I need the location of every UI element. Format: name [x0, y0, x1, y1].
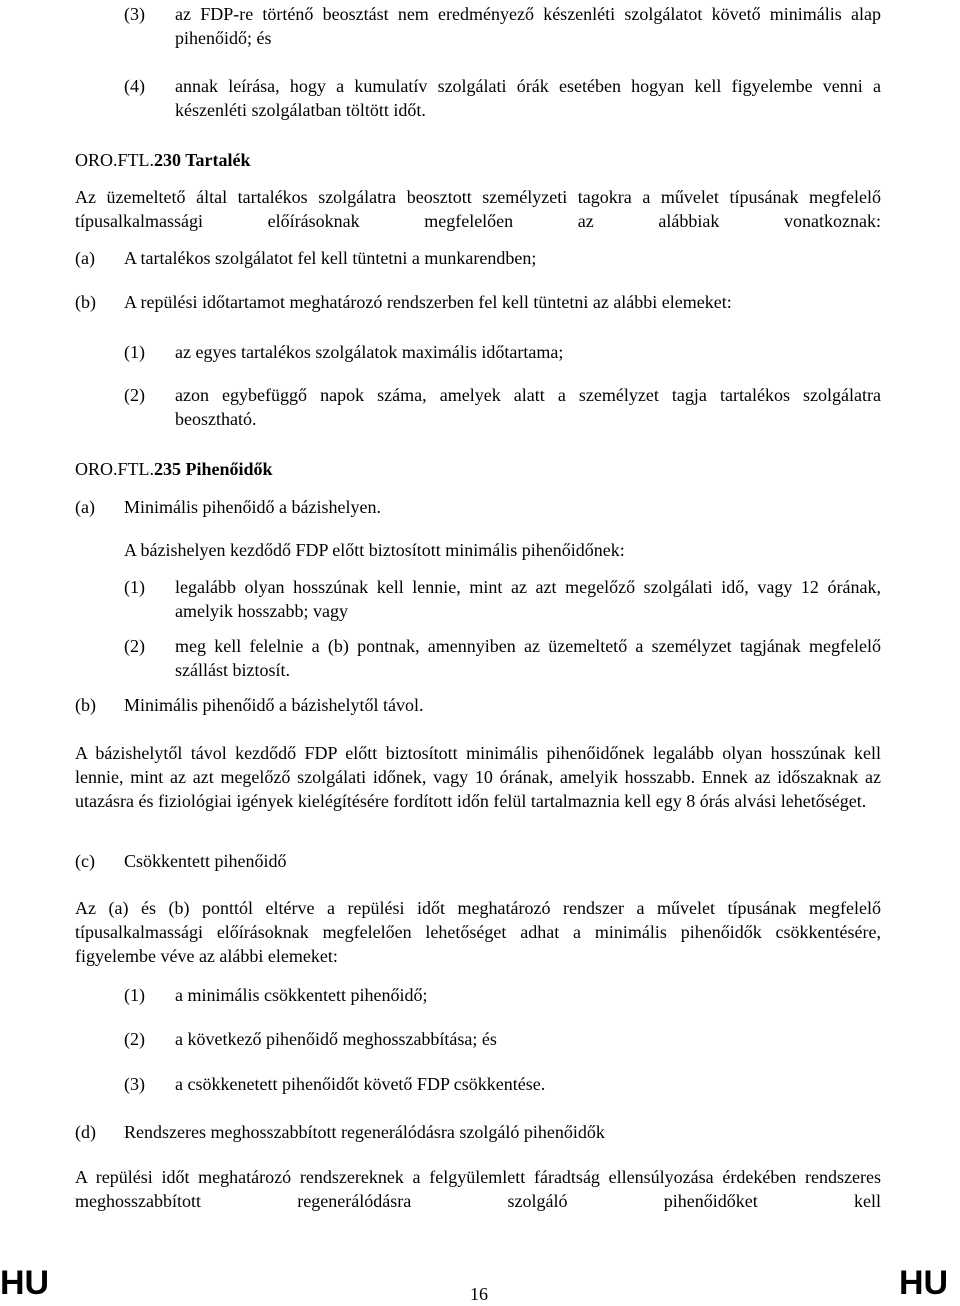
list-item-text: a csökkenetett pihenőidőt követő FDP csökkentése.: [175, 1074, 546, 1094]
list-marker: (b): [75, 292, 96, 312]
paragraph: Az (a) és (b) ponttól eltérve a repülési időt meghatározó rendszer a művelet típusának megfelelő típusalkalmassági előírásoknak megfelelően lehetőséget adhat a minimális pihenőidők csökkentésére, figyelembe véve az alábbi elemeket:: [75, 898, 881, 966]
footer-language-right: HU: [899, 1264, 949, 1302]
list-marker: (a): [75, 497, 95, 517]
list-item-text: A repülési időtartamot meghatározó rendszerben fel kell tüntetni az alábbi elemeket:: [124, 292, 732, 312]
list-item-text: Rendszeres meghosszabbított regenerálódásra szolgáló pihenőidők: [124, 1122, 605, 1142]
list-marker: (b): [75, 695, 96, 715]
list-marker: (2): [124, 636, 145, 656]
list-item-text: meg kell felelnie a (b) pontnak, amennyiben az üzemeltető a személyzet tagjának megfelelő szállást biztosít.: [175, 636, 881, 680]
list-item-text: Csökkentett pihenőidő: [124, 851, 287, 871]
list-marker: (1): [124, 577, 145, 597]
list-item-text: A tartalékos szolgálatot fel kell tüntetni a munkarendben;: [124, 248, 537, 268]
footer-language-left: HU: [0, 1264, 50, 1302]
paragraph: Az üzemeltető által tartalékos szolgálatra beosztott személyzeti tagokra a művelet típusának megfelelő típusalkalmassági előírásoknak megfelelően az alábbiak vonatkoznak:: [75, 187, 881, 231]
list-marker: (4): [124, 76, 145, 96]
list-marker: (c): [75, 851, 95, 871]
list-item-text: Minimális pihenőidő a bázishelyen.: [124, 497, 381, 517]
list-marker: (3): [124, 4, 145, 24]
list-item-text: Minimális pihenőidő a bázishelytől távol.: [124, 695, 424, 715]
list-item-text: az egyes tartalékos szolgálatok maximális időtartama;: [175, 342, 564, 362]
paragraph: A bázishelytől távol kezdődő FDP előtt biztosított minimális pihenőidőnek legalább olyan hosszúnak kell lennie, mint az azt megelőző szolgálati időnek, vagy 10 órának, amelyik hosszabb. Ennek az időszaknak az utazásra és fiziológiai igények kielégítésére fordított időn felül tartalmaznia kell egy 8 órás alvási lehetőséget.: [75, 743, 881, 811]
page-number: 16: [470, 1284, 488, 1304]
list-item-text: azon egybefüggő napok száma, amelyek alatt a személyzet tagja tartalékos szolgálatra beosztható.: [175, 385, 881, 429]
list-marker: (1): [124, 985, 145, 1005]
list-item-text: legalább olyan hosszúnak kell lennie, mint az azt megelőző szolgálati idő, vagy 12 órának, amelyik hosszabb; vagy: [175, 577, 881, 621]
section-heading-235: [75, 457, 273, 481]
list-item-text: az FDP-re történő beosztást nem eredményező készenléti szolgálatot követő minimális alap pihenőidő; és: [175, 4, 881, 48]
list-marker: (2): [124, 385, 145, 405]
section-code: ORO.FTL.: [75, 150, 155, 170]
paragraph: A repülési időt meghatározó rendszereknek a felgyülemlett fáradtság ellensúlyozása érdekében rendszeres meghosszabbított regenerálódásra szolgáló pihenőidőket kell: [75, 1167, 881, 1211]
list-item-text: a minimális csökkentett pihenőidő;: [175, 985, 428, 1005]
section-title: 230 Tartalék: [154, 150, 251, 170]
list-marker: (1): [124, 342, 145, 362]
list-item-text: annak leírása, hogy a kumulatív szolgálati órák esetében hogyan kell figyelembe venni a készenléti szolgálatban töltött időt.: [175, 76, 881, 120]
section-code: ORO.FTL.: [75, 459, 155, 479]
paragraph: A bázishelyen kezdődő FDP előtt biztosított minimális pihenőidőnek:: [124, 540, 625, 560]
list-marker: (a): [75, 248, 95, 268]
list-marker: (3): [124, 1074, 145, 1094]
section-title: 235 Pihenőidők: [154, 459, 273, 479]
list-marker: (d): [75, 1122, 96, 1142]
list-item-text: a következő pihenőidő meghosszabbítása; és: [175, 1029, 497, 1049]
section-heading-230: [75, 148, 251, 172]
list-marker: (2): [124, 1029, 145, 1049]
